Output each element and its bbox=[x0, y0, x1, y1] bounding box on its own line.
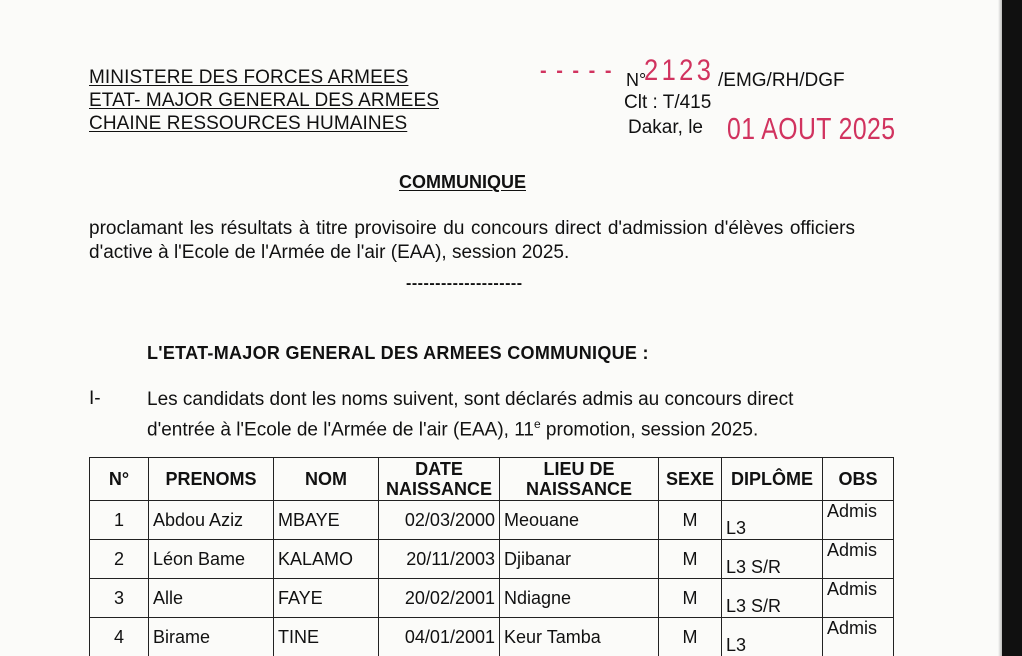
header-sexe: SEXE bbox=[659, 458, 722, 501]
cell-lieu: Ndiagne bbox=[500, 579, 659, 618]
cell-diplome: L3 bbox=[722, 618, 823, 656]
cell-number: 1 bbox=[90, 501, 149, 540]
reference-no-label: N° bbox=[626, 70, 647, 90]
date-stamp: 01 AOUT 2025 bbox=[727, 111, 896, 146]
cell-sexe: M bbox=[659, 540, 722, 579]
cell-lieu: Keur Tamba bbox=[500, 618, 659, 656]
separator: -------------------- bbox=[406, 275, 523, 292]
cell-diplome: L3 bbox=[722, 501, 823, 540]
issuer-header bbox=[89, 66, 439, 135]
cell-number: 4 bbox=[90, 618, 149, 656]
cell-obs: Admis bbox=[823, 501, 894, 540]
communique-heading: L'ETAT-MAJOR GENERAL DES ARMEES COMMUNIQUE : bbox=[147, 343, 649, 363]
cell-number: 2 bbox=[90, 540, 149, 579]
staff-line: ETAT- MAJOR GENERAL DES ARMEES bbox=[89, 90, 439, 111]
header-diplome: DIPLÔME bbox=[722, 458, 823, 501]
cell-date: 04/01/2001 bbox=[379, 618, 500, 656]
section-text-main: Les candidats dont les noms suivent, sont déclarés admis au concours direct d'entrée à l'Ecole de l'Armée de l'air (EAA), 11 bbox=[147, 389, 794, 441]
cell-sexe: M bbox=[659, 579, 722, 618]
cell-nom: FAYE bbox=[274, 579, 379, 618]
reference-code: /EMG/RH/DGF bbox=[718, 70, 845, 91]
intro-paragraph: proclamant les résultats à titre provisoire du concours direct d'admission d'élèves officiers d'active à l'Ecole de l'Armée de l'air (EAA), session 2025. bbox=[89, 218, 855, 263]
cell-sexe: M bbox=[659, 501, 722, 540]
cell-lieu: Djibanar bbox=[500, 540, 659, 579]
header-date-naissance: DATE NAISSANCE bbox=[379, 458, 500, 501]
reference-dashes: - - - - - bbox=[540, 60, 614, 82]
cell-lieu: Meouane bbox=[500, 501, 659, 540]
header-nom: NOM bbox=[274, 458, 379, 501]
cell-obs: Admis bbox=[823, 579, 894, 618]
section-text-sup: e bbox=[533, 417, 541, 431]
table-row bbox=[90, 501, 894, 540]
table-row bbox=[90, 540, 894, 579]
clt-reference: Clt : T/415 bbox=[624, 92, 712, 113]
table-header-row bbox=[90, 458, 894, 501]
cell-obs: Admis bbox=[823, 540, 894, 579]
results-table bbox=[89, 457, 894, 656]
cell-prenoms: Abdou Aziz bbox=[149, 501, 274, 540]
cell-date: 20/11/2003 bbox=[379, 540, 500, 579]
cell-nom: KALAMO bbox=[274, 540, 379, 579]
header-prenoms: PRENOMS bbox=[149, 458, 274, 501]
cell-number: 3 bbox=[90, 579, 149, 618]
cell-prenoms: Birame bbox=[149, 618, 274, 656]
cell-obs: Admis bbox=[823, 618, 894, 656]
cell-diplome: L3 S/R bbox=[722, 540, 823, 579]
ministry-line: MINISTERE DES FORCES ARMEES bbox=[89, 67, 409, 88]
header-number: N° bbox=[90, 458, 149, 501]
cell-date: 20/02/2001 bbox=[379, 579, 500, 618]
cell-prenoms: Léon Bame bbox=[149, 540, 274, 579]
table-row bbox=[90, 618, 894, 656]
department-line: CHAINE RESSOURCES HUMAINES bbox=[89, 113, 408, 134]
cell-prenoms: Alle bbox=[149, 579, 274, 618]
section-number: I- bbox=[89, 388, 101, 409]
section-text bbox=[147, 388, 855, 442]
cell-nom: TINE bbox=[274, 618, 379, 656]
section-text-tail: promotion, session 2025. bbox=[540, 419, 759, 441]
cell-diplome: L3 S/R bbox=[722, 579, 823, 618]
cell-nom: MBAYE bbox=[274, 501, 379, 540]
document-title: COMMUNIQUE bbox=[399, 172, 526, 192]
header-obs: OBS bbox=[823, 458, 894, 501]
table-row bbox=[90, 579, 894, 618]
cell-date: 02/03/2000 bbox=[379, 501, 500, 540]
header-lieu-naissance: LIEU DE NAISSANCE bbox=[500, 458, 659, 501]
place-label: Dakar, le bbox=[628, 117, 703, 138]
cell-sexe: M bbox=[659, 618, 722, 656]
reference-handwritten-number: 2123 bbox=[644, 54, 715, 87]
